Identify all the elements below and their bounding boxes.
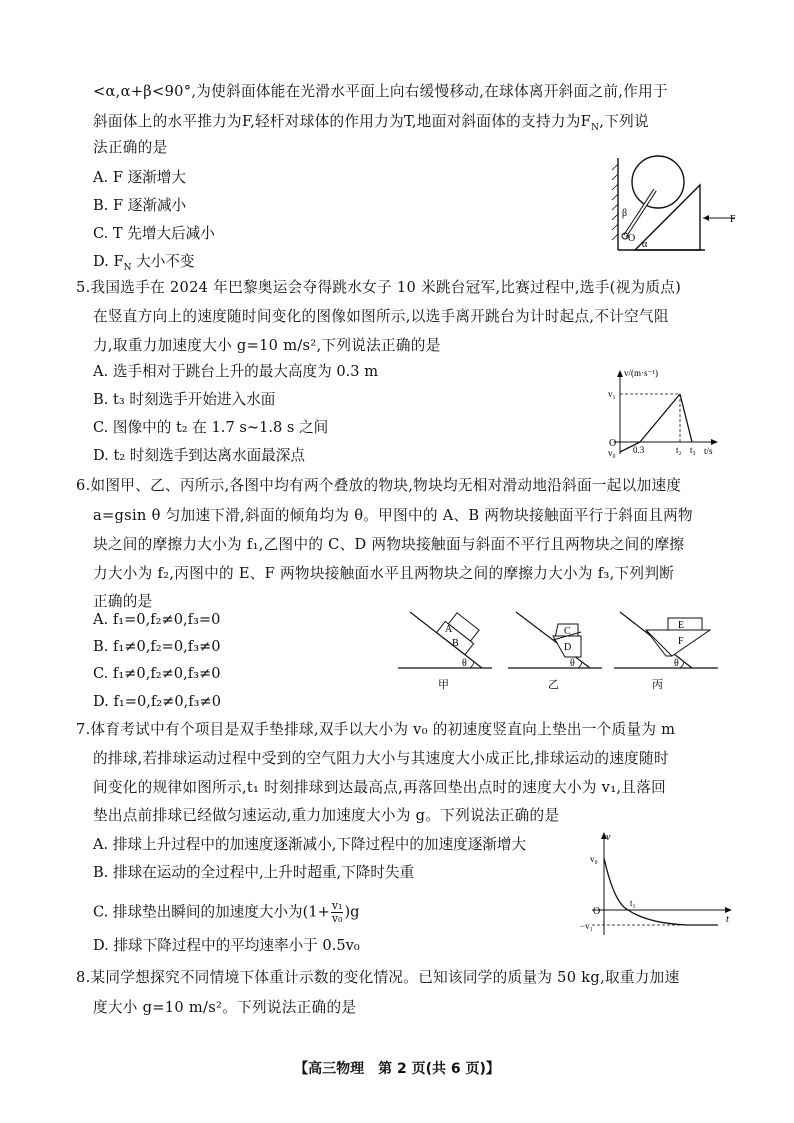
q5-graph-v-axis-label: v/(m·s⁻¹) [624, 368, 658, 378]
q6-option-c: C. f₁≠0,f₂≠0,f₃≠0 [93, 665, 221, 682]
q7-graph-t-axis-label: t [726, 914, 729, 925]
q6-figure-jia [396, 610, 496, 695]
q6-figure-yi [506, 610, 606, 695]
q6-jia-caption: 甲 [438, 679, 449, 691]
q7-graph-origin: O [593, 906, 601, 917]
q7-line-3: 间变化的规律如图所示,t₁ 时刻排球到达最高点,再落回垫出点时的速度大小为 v₁,且落回 [93, 779, 666, 796]
q6-jia-label-b: B [452, 638, 459, 649]
q4-option-b: B. F 逐渐减小 [93, 197, 187, 214]
q4-line-2 [93, 112, 649, 138]
q4-fig-o: O [628, 233, 636, 244]
q7-option-c-fraction [331, 900, 344, 925]
q6-line-3: 块之间的摩擦力大小为 f₁,乙图中的 C、D 两物块接触面与斜面不平行且两物块之间的摩擦 [93, 536, 685, 553]
q5-option-c: C. 图像中的 t₂ 在 1.7 s~1.8 s 之间 [93, 419, 329, 436]
q7-option-c [93, 900, 360, 925]
q7-option-c-text: C. 排球垫出瞬间的加速度大小为(1+ [93, 903, 330, 921]
q7-option-c-denominator: v₀ [331, 912, 343, 925]
q7-line-2: 的排球,若排球运动过程中受到的空气阻力大小与其速度大小成正比,排球运动的速度随时 [93, 750, 669, 767]
q4-option-d-subscript: N [123, 262, 132, 273]
q7-graph-v-axis-label: v [606, 832, 611, 843]
q6-figure-bing [612, 610, 722, 695]
q7-graph-t1-label: t₁ [630, 898, 636, 908]
q6-option-d: D. f₁=0,f₂≠0,f₃≠0 [93, 693, 222, 710]
q7-velocity-graph [578, 830, 738, 940]
q4-fig-beta: β [622, 208, 628, 219]
q4-fn-subscript: N [591, 122, 600, 133]
q5-velocity-graph [606, 366, 726, 462]
q8-line-2: 度大小 g=10 m/s²。下列说法正确的是 [93, 999, 357, 1016]
q5-graph-tick-t2: t₂ [676, 445, 682, 455]
q5-line-3: 力,取重力加速度大小 g=10 m/s²,下列说法正确的是 [93, 337, 441, 354]
q4-option-d [93, 252, 194, 278]
q5-line-1: 5.我国选手在 2024 年巴黎奥运会夺得跳水女子 10 米跳台冠军,比赛过程中,选手(视为质点) [76, 279, 682, 296]
q6-line-2: a=gsin θ 匀加速下滑,斜面的倾角均为 θ。甲图中的 A、B 两物块接触面平行于斜面且两物 [93, 507, 693, 524]
q5-graph-v0-label: v₀ [608, 448, 616, 458]
q6-jia-theta: θ [462, 658, 467, 669]
q7-line-4: 垫出点前排球已经做匀速运动,重力加速度大小为 g。下列说法正确的是 [93, 807, 560, 824]
q4-fig-f: F [730, 214, 736, 225]
q5-graph-tick-t3: t₃ [690, 445, 696, 455]
q5-option-b: B. t₃ 时刻选手开始进入水面 [93, 391, 276, 408]
q6-option-b: B. f₁≠0,f₂=0,f₃≠0 [93, 638, 221, 655]
q4-option-a: A. F 逐渐增大 [93, 169, 186, 186]
q6-line-4: 力大小为 f₂,丙图中的 E、F 两物块接触面水平且两物块之间的摩擦力大小为 f₃,下列判断 [93, 565, 675, 582]
q6-bing-label-f: F [678, 636, 684, 647]
q7-graph-neg-v1-label: −v₁ [580, 921, 593, 931]
q6-line-5: 正确的是 [93, 593, 153, 610]
q7-line-1: 7.体育考试中有个项目是双手垫排球,双手以大小为 v₀ 的初速度竖直向上垫出一个质量为 m [76, 721, 676, 738]
q8-line-1: 8.某同学想探究不同情境下体重计示数的变化情况。已知该同学的质量为 50 kg,取重力加速 [76, 969, 680, 986]
q5-option-d: D. t₂ 时刻选手到达离水面最深点 [93, 447, 305, 464]
q6-option-a: A. f₁=0,f₂≠0,f₃=0 [93, 611, 221, 628]
q5-graph-t-axis-label: t/s [704, 446, 713, 456]
q5-option-a: A. 选手相对于跳台上升的最大高度为 0.3 m [93, 363, 379, 380]
q6-yi-label-c: C [564, 626, 571, 637]
q7-option-c-numerator: v₁ [331, 899, 343, 912]
q5-line-2: 在竖直方向上的速度随时间变化的图像如图所示,以选手离开跳台为计时起点,不计空气阻 [93, 308, 669, 325]
q4-option-d-text: D. F [93, 253, 124, 270]
q6-bing-label-e: E [678, 620, 685, 631]
q7-graph-v0-label: v₀ [590, 854, 598, 864]
q4-line-3: 法正确的是 [93, 139, 168, 156]
q7-option-c-tail: )g [344, 903, 360, 921]
q5-graph-v1-label: v₁ [608, 389, 616, 399]
q6-jia-label-a: A [445, 624, 453, 635]
q5-graph-tick-0-3: 0.3 [633, 445, 645, 455]
q6-bing-caption: 丙 [652, 679, 663, 691]
q6-yi-label-d: D [564, 642, 572, 653]
q6-bing-theta: θ [674, 658, 679, 669]
q7-option-a: A. 排球上升过程中的加速度逐渐减小,下降过程中的加速度逐渐增大 [93, 836, 527, 853]
q6-line-1: 6.如图甲、乙、丙所示,各图中均有两个叠放的物块,物块均无相对滑动地沿斜面一起以加速度 [76, 477, 682, 494]
q4-line-2-text: 斜面体上的水平推力为F,轻杆对球体的作用力为T,地面对斜面体的支持力为F [93, 113, 592, 130]
q4-figure [610, 150, 740, 255]
page-footer: 【高三物理 第 2 页(共 6 页)】 [294, 1061, 500, 1077]
q4-fig-alpha: α [642, 239, 648, 250]
q6-yi-caption: 乙 [548, 679, 559, 691]
q5-graph-origin: O [609, 438, 617, 449]
q4-option-d-tail: 大小不变 [131, 253, 195, 270]
q4-line-2-tail: ,下列说 [599, 113, 649, 130]
q7-option-d: D. 排球下降过程中的平均速率小于 0.5v₀ [93, 937, 360, 954]
q7-option-b: B. 排球在运动的全过程中,上升时超重,下降时失重 [93, 864, 415, 881]
q4-option-c: C. T 先增大后减小 [93, 225, 215, 242]
q6-yi-theta: θ [570, 658, 575, 669]
q4-line-1: <α,α+β<90°,为使斜面体能在光滑水平面上向右缓慢移动,在球体离开斜面之前,作用于 [93, 83, 668, 100]
